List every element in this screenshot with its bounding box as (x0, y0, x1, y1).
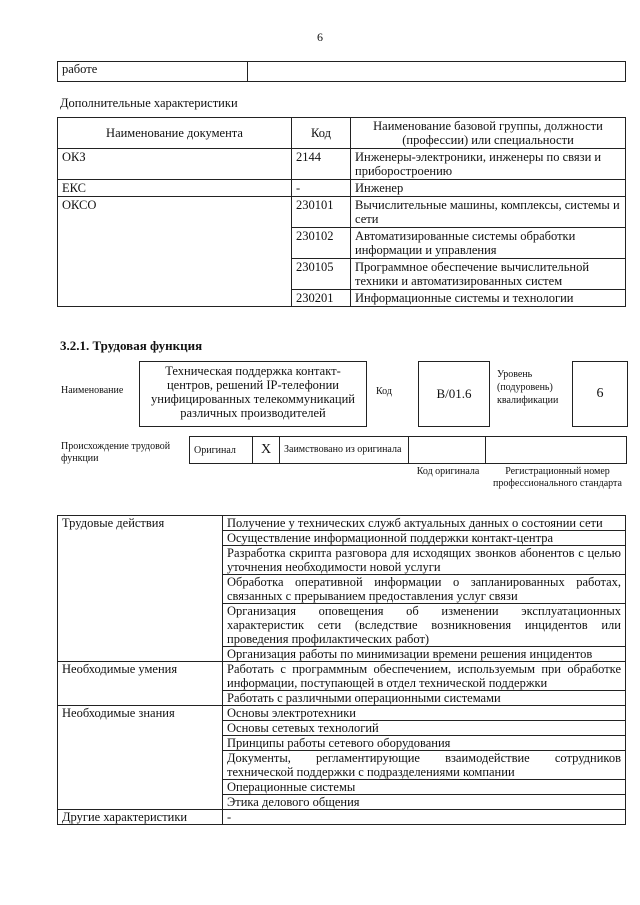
cell-document: ОКСО (58, 197, 292, 307)
function-name-box: Техническая поддержка контакт-центров, решений IP-телефонии унифицированных телекоммуникаций различных производителей (139, 361, 367, 427)
table-row (58, 516, 626, 531)
header-group-name: Наименование базовой группы, должности (профессии) или специальности (351, 118, 626, 149)
cell-code: 2144 (292, 149, 351, 180)
cell-document: ОКЗ (58, 149, 292, 180)
cell-code: 230101 (292, 197, 351, 228)
item-text: Разработка скрипта разговора для исходящих звонков абонентов с целью уточнения необходимости новой услуги (223, 546, 626, 575)
code-original-cell (409, 437, 486, 464)
header-code: Код (292, 118, 351, 149)
item-text: Основы электротехники (223, 706, 626, 721)
table-row (58, 662, 626, 691)
table-header-row (58, 118, 626, 149)
table-row (58, 810, 626, 825)
cell-code: - (292, 180, 351, 197)
item-text: Принципы работы сетевого оборудования (223, 736, 626, 751)
reg-number-cell (486, 437, 627, 464)
item-text: Этика делового общения (223, 795, 626, 810)
original-mark: X (253, 437, 280, 464)
cell-name: Инженер (351, 180, 626, 197)
group-label: Необходимые знания (58, 706, 223, 810)
reg-number-label: Регистрационный номер профессионального стандарта (493, 466, 622, 489)
group-label: Другие характеристики (58, 810, 223, 825)
item-text: Документы, регламентирующие взаимодействие сотрудников технической поддержки с подразделениями компании (223, 751, 626, 780)
code-original-label: Код оригинала (416, 466, 480, 477)
item-text: Работать с программным обеспечением, используемым при обработке информации, поступающей в отдел технической поддержки (223, 662, 626, 691)
top-table (57, 61, 626, 82)
function-code-box: B/01.6 (418, 361, 490, 427)
item-text: Основы сетевых технологий (223, 721, 626, 736)
characteristics-table (57, 117, 626, 307)
table-row (58, 149, 626, 180)
item-text: - (223, 810, 626, 825)
top-row-label: работе (58, 62, 248, 82)
item-text: Операционные системы (223, 780, 626, 795)
table-row (58, 706, 626, 721)
table-row (58, 62, 626, 82)
cell-document: ЕКС (58, 180, 292, 197)
item-text: Организация работы по минимизации времени решения инцидентов (223, 647, 626, 662)
cell-code: 230102 (292, 228, 351, 259)
section-title: 3.2.1. Трудовая функция (60, 338, 203, 353)
table-row (190, 437, 627, 464)
level-box: 6 (572, 361, 628, 427)
origin-label: Происхождение трудовой функции (61, 441, 171, 464)
cell-name: Программное обеспечение вычислительной техники и автоматизированных систем (351, 259, 626, 290)
cell-name: Информационные системы и технологии (351, 290, 626, 307)
item-text: Работать с различными операционными системами (223, 691, 626, 706)
table-row (58, 197, 626, 228)
table-row (58, 180, 626, 197)
level-label: Уровень (подуровень) квалификации (497, 369, 559, 406)
top-row-value (248, 62, 626, 82)
cell-name: Вычислительные машины, комплексы, системы и сети (351, 197, 626, 228)
item-text: Осуществление информационной поддержки контакт-центра (223, 531, 626, 546)
original-label: Оригинал (190, 437, 253, 464)
function-table (57, 515, 626, 825)
cell-code: 230201 (292, 290, 351, 307)
group-label: Трудовые действия (58, 516, 223, 662)
item-text: Обработка оперативной информации о запланированных работах, связанных с прерыванием предоставления услуг связи (223, 575, 626, 604)
cell-name: Автоматизированные системы обработки информации и управления (351, 228, 626, 259)
code-label: Код (376, 386, 392, 397)
header-document: Наименование документа (58, 118, 292, 149)
name-label: Наименование (61, 385, 124, 396)
origin-table (189, 436, 627, 464)
borrowed-label: Заимствовано из оригинала (280, 437, 409, 464)
item-text: Получение у технических служб актуальных данных о состоянии сети (223, 516, 626, 531)
cell-name: Инженеры-электроники, инженеры по связи и приборостроению (351, 149, 626, 180)
group-label: Необходимые умения (58, 662, 223, 706)
page-number: 6 (317, 30, 323, 44)
additional-characteristics-title: Дополнительные характеристики (60, 96, 238, 110)
cell-code: 230105 (292, 259, 351, 290)
item-text: Организация оповещения об изменении эксплуатационных характеристик сети (вследствие возникновения инцидентов или проведения профилактических работ) (223, 604, 626, 647)
